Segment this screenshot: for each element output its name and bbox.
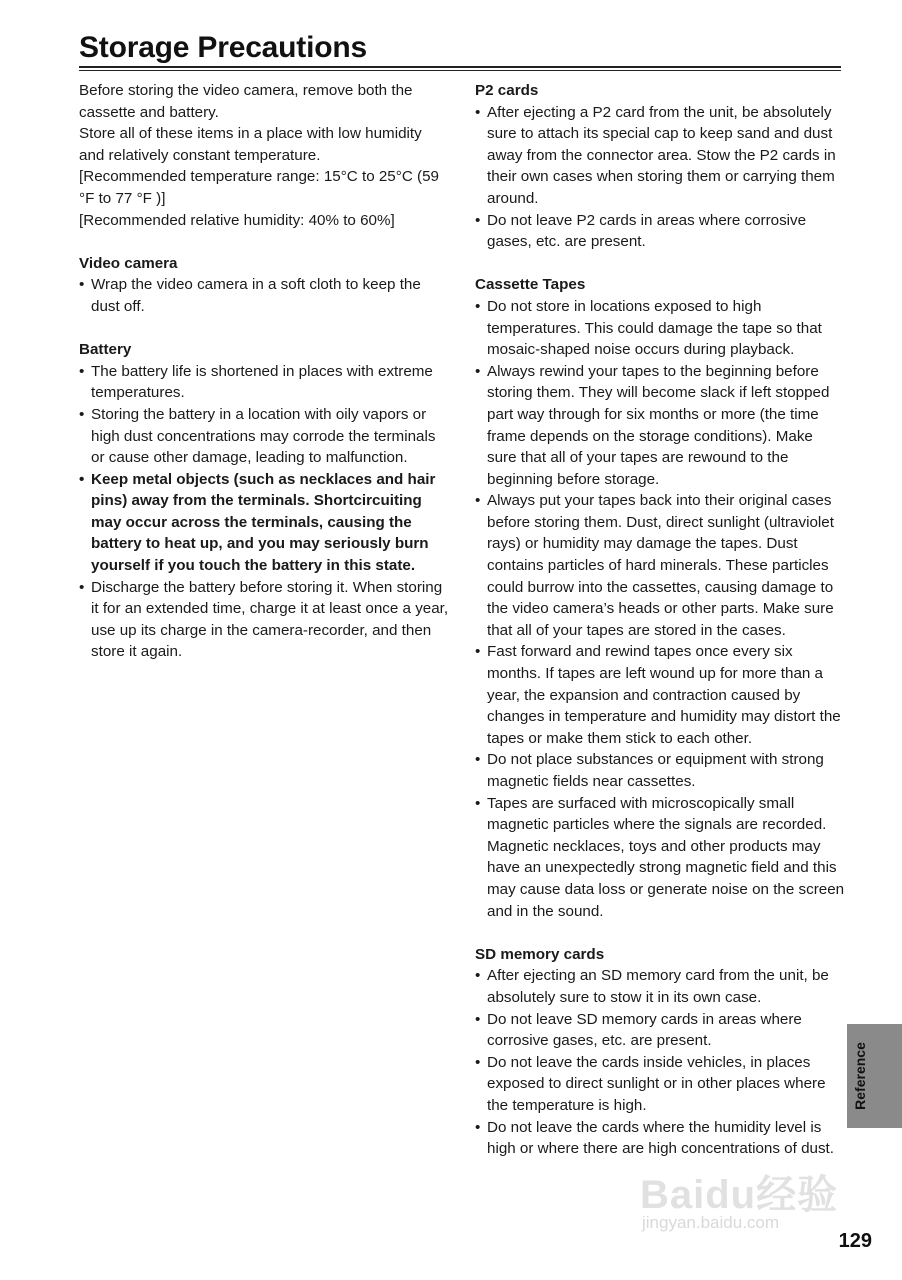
title-rule-thick	[79, 66, 841, 68]
list-item: • Do not place substances or equipment with strong magnetic fields near cassettes.	[475, 749, 845, 792]
list-item: • After ejecting a P2 card from the unit, be absolutely sure to attach its special cap to keep sand and dust away from the connector area. Stow the P2 cards in their own cases when storing them or carrying them around.	[475, 102, 845, 210]
page-number: 129	[838, 1230, 872, 1252]
section-heading-battery: Battery	[79, 341, 132, 359]
sd-cards-list	[475, 965, 845, 1159]
page-title: Storage Precautions	[79, 31, 367, 64]
section-heading-video-camera: Video camera	[79, 254, 178, 272]
side-tab-label: Reference	[852, 1042, 868, 1110]
recommended-humidity: [Recommended relative humidity: 40% to 60%]	[79, 211, 395, 229]
list-item: • Do not leave P2 cards in areas where corrosive gases, etc. are present.	[475, 210, 845, 253]
right-column	[475, 80, 845, 1160]
p2-cards-list	[475, 102, 845, 253]
list-item: • Storing the battery in a location with oily vapors or high dust concentrations may corrode the terminals or cause other damage, leading to malfunction.	[79, 404, 449, 469]
list-item: • Do not store in locations exposed to high temperatures. This could damage the tape so that mosaic-shaped noise occurs during playback.	[475, 296, 845, 361]
watermark	[640, 1155, 850, 1245]
section-heading-cassette-tapes: Cassette Tapes	[475, 276, 586, 294]
section-heading-p2-cards: P2 cards	[475, 82, 539, 99]
section-heading-sd-cards: SD memory cards	[475, 945, 605, 963]
list-item: • Do not leave the cards inside vehicles, in places exposed to direct sunlight or in other places where the temperature is high.	[475, 1052, 845, 1117]
list-item: • Discharge the battery before storing it. When storing it for an extended time, charge it at least once a year, use up its charge in the camera-recorder, and then store it again.	[79, 577, 449, 663]
cassette-tapes-list	[475, 296, 845, 922]
list-item: • After ejecting an SD memory card from the unit, be absolutely sure to stow it in its own case.	[475, 965, 845, 1008]
warning-list-item: • Keep metal objects (such as necklaces and hair pins) away from the terminals. Shortcircuiting may occur across the terminals, causing the battery to heat up, and you may seriously burn yourself if you touch the battery in this state.	[79, 469, 449, 577]
list-item: • Do not leave the cards where the humidity level is high or where there are high concentrations of dust.	[475, 1117, 845, 1160]
watermark-logo: Baidu经验	[640, 1173, 839, 1217]
intro-paragraph: Store all of these items in a place with low humidity and relatively constant temperature.	[79, 125, 422, 164]
left-column	[79, 80, 449, 663]
list-item: • The battery life is shortened in places with extreme temperatures.	[79, 361, 449, 404]
list-item: • Always put your tapes back into their original cases before storing them. Dust, direct sunlight (ultraviolet rays) or humidity may damage the tapes. Dust contains particles of hard minerals. These particles could burrow into the cassettes, causing damage to the video camera’s heads or other parts. Make sure that all of your tapes are stored in the cases.	[475, 490, 845, 641]
list-item: • Tapes are surfaced with microscopically small magnetic particles where the signals are recorded. Magnetic necklaces, toys and other products may have an unexpectedly strong magnetic field and this may cause data loss or generate noise on the screen and in the sound.	[475, 793, 845, 923]
list-item: • Always rewind your tapes to the beginning before storing them. They will become slack if left stopped part way through for six months or more (the time frame depends on the storage conditions). Make sure that all of your tapes are rewound to the beginning before storage.	[475, 361, 845, 491]
recommended-temperature: [Recommended temperature range: 15°C to 25°C (59 °F to 77 °F )]	[79, 168, 439, 207]
list-item: • Fast forward and rewind tapes once every six months. If tapes are left wound up for more than a year, the expansion and contraction caused by changes in temperature and humidity may distort the tapes or make them stick to each other.	[475, 641, 845, 749]
intro-paragraph: Before storing the video camera, remove both the cassette and battery.	[79, 82, 413, 121]
list-item: • Do not leave SD memory cards in areas where corrosive gases, etc. are present.	[475, 1009, 845, 1052]
title-rule-thin	[79, 70, 841, 71]
watermark-url: jingyan.baidu.com	[642, 1213, 780, 1232]
battery-list	[79, 361, 449, 663]
list-item: • Wrap the video camera in a soft cloth to keep the dust off.	[79, 274, 449, 317]
video-camera-list	[79, 274, 449, 317]
